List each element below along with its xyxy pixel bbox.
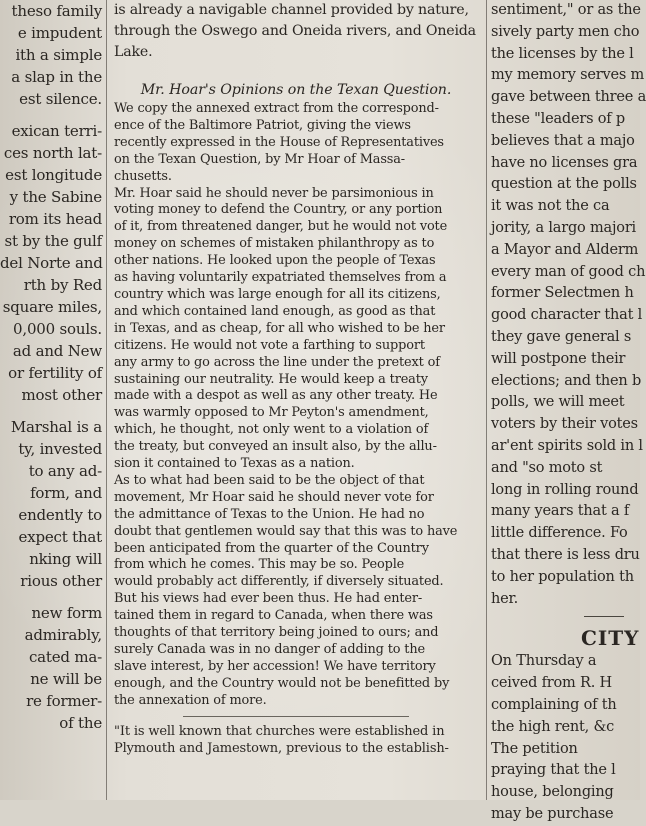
text-line: e impudent [17,24,102,42]
article-line: been anticipated from the quarter of the Country [114,540,429,556]
article-line: sustaining our neutrality. He would keep a treaty [114,371,428,387]
article-line: as having voluntarily expatriated themselves from a [114,270,447,286]
text-line: the licenses by the l [491,45,634,62]
text-line: most other [21,386,102,404]
text-line: it was not the ca [491,198,610,215]
article-line: enough, and the Country would not be benefitted by [114,675,450,691]
article-line: country which was large enough for all its citizens, [114,286,441,302]
article-line: ence of the Baltimore Patriot, giving the views [114,117,411,133]
text-line: square miles, [2,298,102,316]
section-divider [183,716,409,717]
text-line: my memory serves m [491,67,645,84]
text-line: Lake. [114,44,153,60]
text-line: long in rolling round [491,481,639,498]
article-line: the admittance of Texas to the Union. He had no [114,506,425,522]
text-line: jority, a largo majori [491,219,636,236]
text-line: or fertility of [8,364,102,382]
article-line: sion it contained to Texas as a nation. [114,456,355,472]
text-line: nking will [29,550,102,568]
text-line: and "so moto st [491,459,603,476]
text-line: to her population th [491,568,634,585]
left-column [0,0,104,800]
text-line: rth by Red [23,276,102,294]
article-line: tained them in regard to Canada, when there was [114,608,433,624]
text-line: cated ma- [28,648,102,666]
text-line: del Norte and [0,254,103,272]
text-line: re former- [26,692,102,710]
article-title: Mr. Hoar's Opinions on the Texan Question. [140,82,452,98]
text-line: a slap in the [11,68,102,86]
text-line: they gave general s [491,328,632,345]
text-line: Marshal is a [10,418,102,436]
text-line: ty, invested [18,440,102,458]
article-line: slave interest, by her accession! We have territory [114,658,436,674]
text-line: may be purchase [491,805,614,822]
article-line: surely Canada was in no danger of adding to the [114,642,425,657]
article-line: made with a despot as well as any other treaty. He [114,388,438,404]
article-line: in Texas, and as cheap, for all who wished to be her [114,320,445,336]
middle-top-text [108,0,484,63]
text-line: her. [491,590,519,607]
text-line: is already a navigable channel provided by nature, [114,2,469,18]
text-line: 0,000 souls. [13,320,102,338]
article-line: of it, from threatened danger, but he would not vote [114,219,448,235]
text-line: will postpone their [491,350,626,367]
text-line: est longitude [5,166,102,184]
article-line: As to what had been said to be the object of that [114,472,425,488]
article-line: and which contained land enough, as good as that [114,303,436,319]
text-line: On Thursday a [491,653,597,670]
right-column-text [489,0,646,610]
text-line: a Mayor and Alderm [491,241,639,258]
article-body [108,101,484,710]
text-line: sively party men cho [491,23,640,40]
text-line: these "leaders of p [491,110,625,127]
text-line: ith a simple [15,46,102,64]
article-line: would probably act differently, if diversely situated. [114,574,444,590]
article-line: chusetts. [114,168,172,184]
right-column [489,0,646,822]
quote-block [108,723,484,757]
text-line: of the [59,714,102,732]
article-line: thoughts of that territory being joined to ours; and [114,625,439,641]
middle-column [108,0,484,800]
text-line: many years that a f [491,503,629,520]
article-line: movement, Mr Hoar said he should never vote for [114,489,434,505]
column-rule-right [486,0,487,800]
article-line: money on schemes of mistaken philanthropy as to [114,236,435,252]
text-line: polls, we will meet [491,394,625,411]
text-line: praying that the l [491,762,616,779]
text-line: expect that [18,528,102,546]
text-line: the high rent, &c [491,718,615,735]
text-line: rom its head [8,210,102,228]
text-line: ad and New [12,342,102,360]
article-line: any army to go across the line under the pretext of [114,354,440,370]
quote-line: "It is well known that churches were established in [114,723,445,739]
text-line: to any ad- [28,462,102,480]
text-line: form, and [30,484,102,502]
city-section-text [489,651,640,825]
article-line: other nations. He looked upon the people of Texas [114,253,436,269]
text-line: ces north lat- [3,144,102,162]
text-line: every man of good ch [491,263,646,280]
text-line: sentiment," or as the [491,2,641,18]
text-line: est silence. [19,90,102,108]
article-line: But his views had ever been thus. He had enter- [114,591,423,607]
text-line: theso family [11,2,102,20]
paragraph-gap [0,406,104,416]
article-line: recently expressed in the House of Representatives [114,134,444,150]
text-line: gave between three a [491,89,646,106]
paragraph-gap [0,592,104,602]
text-line: ar'ent spirits sold in l [491,437,643,454]
article-line: the treaty, but conveyed an insult also, by the allu- [114,439,437,455]
text-line: through the Oswego and Oneida rivers, and Oneida [114,23,476,39]
article-line: which, he thought, not only went to a violation of [114,422,429,438]
text-line: st by the gulf [4,232,102,250]
text-line: good character that l [491,307,643,324]
text-line: rious other [20,572,102,590]
article-line: from which he comes. This may be so. People [114,557,405,573]
article-line: Mr. Hoar said he should never be parsimonious in [114,185,434,201]
text-line: admirably, [24,626,102,644]
text-line: little difference. Fo [491,525,628,542]
text-line: elections; and then b [491,372,642,389]
text-line: believes that a majo [491,132,635,149]
text-line: have no licenses gra [491,154,638,171]
text-line: house, belonging [491,784,614,801]
article-line: the annexation of more. [114,692,267,708]
section-heading-city: CITY [581,626,640,651]
section-divider-right [584,616,624,617]
article-line: voting money to defend the Country, or any portion [114,202,443,218]
column-rule-left [106,0,107,800]
text-line: y the Sabine [9,188,102,206]
text-line: ceived from R. H [491,675,612,692]
article-line: citizens. He would not vote a farthing to support [114,337,425,353]
text-line: complaining of th [491,696,617,713]
article-line: was warmly opposed to Mr Peyton's amendment, [114,405,429,421]
text-line: ne will be [30,670,102,688]
article-line: on the Texan Question, by Mr Hoar of Massa- [114,151,405,167]
text-line: The petition [491,740,578,757]
paragraph-gap [0,110,104,120]
text-line: exican terri- [11,122,102,140]
article-line: We copy the annexed extract from the correspond- [114,101,439,116]
text-line: new form [31,604,102,622]
quote-line: Plymouth and Jamestown, previous to the establish- [114,740,449,756]
text-line: question at the polls [491,176,637,193]
text-line: that there is less dru [491,546,640,563]
text-line: voters by their votes [491,416,638,433]
article-line: doubt that gentlemen would say that this was to have [114,523,458,539]
text-line: endently to [18,506,102,524]
text-line: former Selectmen h [491,285,634,302]
